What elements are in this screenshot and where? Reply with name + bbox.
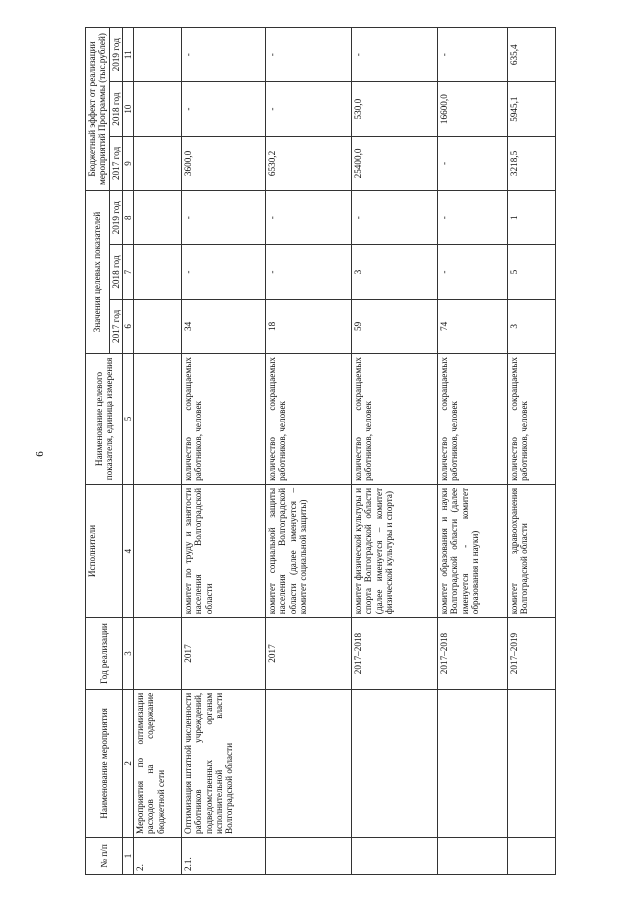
cell-budget-2019: -: [265, 28, 351, 82]
table-row: [437, 28, 507, 875]
cell-target-2017: 34: [181, 299, 265, 353]
header-row-1: [86, 28, 110, 875]
cell-no: 2.1.: [181, 837, 265, 874]
table-row: [351, 28, 437, 875]
header-year: Год реализации: [86, 618, 123, 690]
cell-target-2017: 74: [437, 299, 507, 353]
header-executors: Исполнители: [86, 484, 123, 617]
cell-budget-2018: -: [181, 82, 265, 136]
cell-target-2018: [133, 245, 181, 299]
cell-budget-2017: 25400,0: [351, 136, 437, 190]
col-index: 11: [122, 28, 133, 82]
cell-indicator: количество сокращаемых работников, человек: [265, 354, 351, 485]
cell-target-2018: 3: [351, 245, 437, 299]
cell-target-2019: [133, 191, 181, 245]
cell-measure: [437, 689, 507, 837]
cell-budget-2018: 16600,0: [437, 82, 507, 136]
cell-no: [507, 837, 555, 874]
header-indicator: Наименование целевого показателя, единица измерения: [86, 354, 123, 485]
cell-year: [133, 618, 181, 690]
cell-no: [265, 837, 351, 874]
cell-executors: комитет физической культуры и спорта Волгоградской области (далее именуется – комитет физической культуры и спорта): [351, 484, 437, 617]
cell-budget-2018: -: [265, 82, 351, 136]
cell-year: 2017: [265, 618, 351, 690]
cell-budget-2017: 6530,2: [265, 136, 351, 190]
col-index: 1: [122, 837, 133, 874]
cell-target-2017: [133, 299, 181, 353]
cell-year: 2017: [181, 618, 265, 690]
header-target-2017: 2017 год: [109, 299, 122, 353]
header-target-2018: 2018 год: [109, 245, 122, 299]
cell-target-2018: -: [265, 245, 351, 299]
table-row: [181, 28, 265, 875]
table-row: [507, 28, 555, 875]
cell-target-2019: -: [265, 191, 351, 245]
cell-budget-2019: -: [181, 28, 265, 82]
cell-budget-2019: -: [437, 28, 507, 82]
cell-indicator: количество сокращаемых работников, человек: [437, 354, 507, 485]
cell-budget-2018: 530,0: [351, 82, 437, 136]
cell-budget-2018: [133, 82, 181, 136]
cell-budget-2017: 3218,5: [507, 136, 555, 190]
cell-budget-2018: 5945,1: [507, 82, 555, 136]
cell-executors: [133, 484, 181, 617]
cell-target-2018: 5: [507, 245, 555, 299]
cell-no: [351, 837, 437, 874]
cell-measure: [351, 689, 437, 837]
col-index: 9: [122, 136, 133, 190]
cell-target-2017: 3: [507, 299, 555, 353]
table-row: [265, 28, 351, 875]
cell-indicator: [133, 354, 181, 485]
header-budget-2019: 2019 год: [109, 28, 122, 82]
col-index: 6: [122, 299, 133, 353]
cell-target-2017: 59: [351, 299, 437, 353]
col-index: 10: [122, 82, 133, 136]
cell-budget-2017: -: [437, 136, 507, 190]
header-measure: Наименование мероприятия: [86, 689, 123, 837]
header-no: № п/п: [86, 837, 123, 874]
cell-executors: комитет по труду и занятости населения Волгоградской области: [181, 484, 265, 617]
cell-measure: [507, 689, 555, 837]
cell-executors: комитет образования и науки Волгоградской области (далее именуется - комитет образования и науки): [437, 484, 507, 617]
col-index: 7: [122, 245, 133, 299]
program-measures-table: [85, 27, 556, 875]
cell-budget-2019: -: [351, 28, 437, 82]
cell-budget-2017: [133, 136, 181, 190]
header-budget-2017: 2017 год: [109, 136, 122, 190]
cell-indicator: количество сокращаемых работников, человек: [181, 354, 265, 485]
cell-indicator: количество сокращаемых работников, человек: [351, 354, 437, 485]
cell-target-2019: 1: [507, 191, 555, 245]
cell-target-2019: -: [437, 191, 507, 245]
cell-target-2018: -: [437, 245, 507, 299]
table-container: [85, 27, 620, 875]
col-index: 3: [122, 618, 133, 690]
cell-measure: Мероприятия по оптимизации расходов на содержание бюджетной сети: [133, 689, 181, 837]
cell-budget-2017: 3600,0: [181, 136, 265, 190]
cell-budget-2019: 635,4: [507, 28, 555, 82]
header-target-2019: 2019 год: [109, 191, 122, 245]
cell-budget-2019: [133, 28, 181, 82]
col-index: 4: [122, 484, 133, 617]
cell-target-2017: 18: [265, 299, 351, 353]
col-index: 5: [122, 354, 133, 485]
column-index-row: [122, 28, 133, 875]
cell-year: 2017–2019: [507, 618, 555, 690]
cell-year: 2017–2018: [437, 618, 507, 690]
cell-no: [437, 837, 507, 874]
cell-target-2018: -: [181, 245, 265, 299]
header-target-values: Значения целевых показателей: [86, 191, 110, 354]
cell-executors: комитет здравоохранения Волгоградской области: [507, 484, 555, 617]
cell-target-2019: -: [181, 191, 265, 245]
cell-measure: Оптимизация штатной численности работников учреждений, подведомственных органам исполнительной власти Волгоградской области: [181, 689, 265, 837]
col-index: 8: [122, 191, 133, 245]
cell-indicator: количество сокращаемых работников, человек: [507, 354, 555, 485]
cell-executors: комитет социальной защиты населения Волгоградской области (далее именуется – комитет социальной защиты): [265, 484, 351, 617]
header-budget-effect: Бюджетный эффект от реализации мероприятий Программы (тыс.рублей): [86, 28, 110, 191]
table-row: [133, 28, 181, 875]
cell-measure: [265, 689, 351, 837]
header-budget-2018: 2018 год: [109, 82, 122, 136]
cell-target-2019: -: [351, 191, 437, 245]
cell-no: 2.: [133, 837, 181, 874]
col-index: 2: [122, 689, 133, 837]
cell-year: 2017–2018: [351, 618, 437, 690]
page-number: 6: [34, 451, 46, 457]
